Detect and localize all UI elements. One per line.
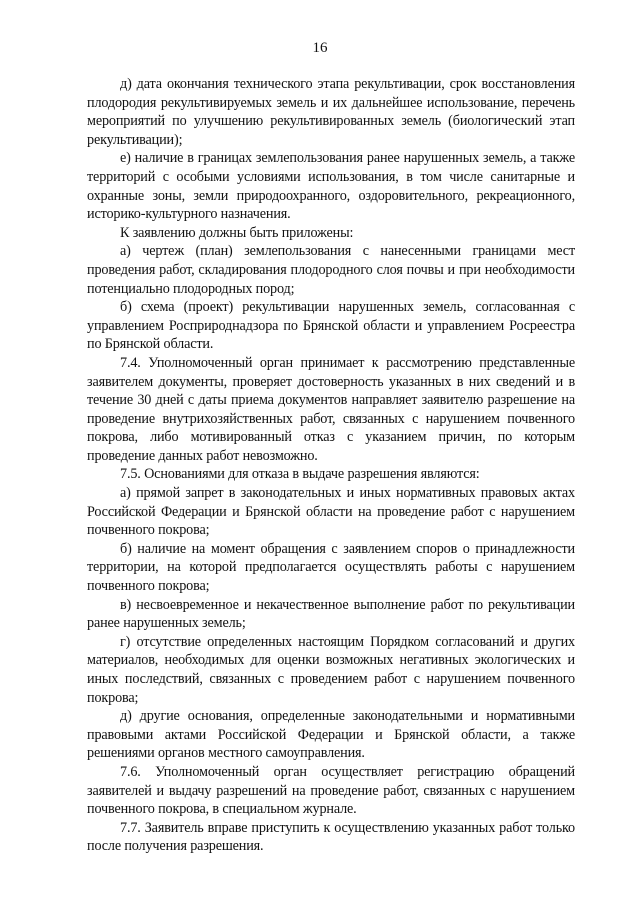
paragraph-item-e: е) наличие в границах землепользования ранее нарушенных земель, а также территорий с особыми условиями использования, в том числе санитарные и охранные зоны, земли природоохранного, оздоровительного, рекреационного, историко-культурного назначения. [87, 150, 575, 223]
paragraph-attachment-b: б) схема (проект) рекультивации нарушенных земель, согласованная с управлением Росприроднадзора по Брянской области и управлением Росреестра по Брянской области. [87, 299, 575, 353]
paragraph-refusal-a: а) прямой запрет в законодательных и иных нормативных правовых актах Российской Федерации и Брянской области на проведение работ с нарушением почвенного покрова; [87, 485, 575, 539]
page-number: 16 [312, 40, 328, 56]
paragraph-refusal-g: г) отсутствие определенных настоящим Порядком согласований и других материалов, необходимых для оценки возможных негативных экологических и иных последствий, связанных с проведением работ с нарушением почвенного покрова; [87, 633, 575, 706]
paragraph-7-6: 7.6. Уполномоченный орган осуществляет регистрацию обращений заявителей и выдачу разрешений на проведение работ, связанных с нарушением почвенного покрова, в специальном журнале. [87, 763, 575, 818]
paragraph-refusal-b: б) наличие на момент обращения с заявлением споров о принадлежности территории, на которой предполагается осуществлять работы с нарушением почвенного покрова; [87, 540, 575, 595]
paragraph-7-7: 7.7. Заявитель вправе приступить к осуществлению указанных работ только после получения разрешения. [87, 819, 575, 855]
document-body [87, 75, 575, 856]
paragraph-attachment-a: а) чертеж (план) землепользования с нанесенными границами мест проведения работ, складирования плодородного слоя почвы и при необходимости потенциально плодородных пород; [87, 243, 575, 297]
paragraph-item-d: д) дата окончания технического этапа рекультивации, срок восстановления плодородия рекультивируемых земель и их дальнейшее использование, перечень мероприятий по улучшению рекультивированных земель (биологический этап рекультивации); [87, 76, 575, 148]
paragraph-attachments-intro: К заявлению должны быть приложены: [120, 224, 354, 241]
paragraph-7-4: 7.4. Уполномоченный орган принимает к рассмотрению представленные заявителем документы, проверяет достоверность указанных в них сведений и в течение 30 дней с даты приема документов направляет заявителю разрешение на проведение внутрихозяйственных работ, связанных с нарушением почвенного покрова, либо мотивированный отказ с указанием причин, по которым проведение данных работ невозможно. [87, 354, 575, 464]
paragraph-refusal-d: д) другие основания, определенные законодательными и нормативными правовыми актами Российской Федерации и Брянской области, а также решениями органов местного самоуправления. [87, 708, 575, 762]
paragraph-7-5: 7.5. Основаниями для отказа в выдаче разрешения являются: [120, 466, 480, 483]
paragraph-refusal-v: в) несвоевременное и некачественное выполнение работ по рекультивации ранее нарушенных земель; [87, 596, 575, 632]
